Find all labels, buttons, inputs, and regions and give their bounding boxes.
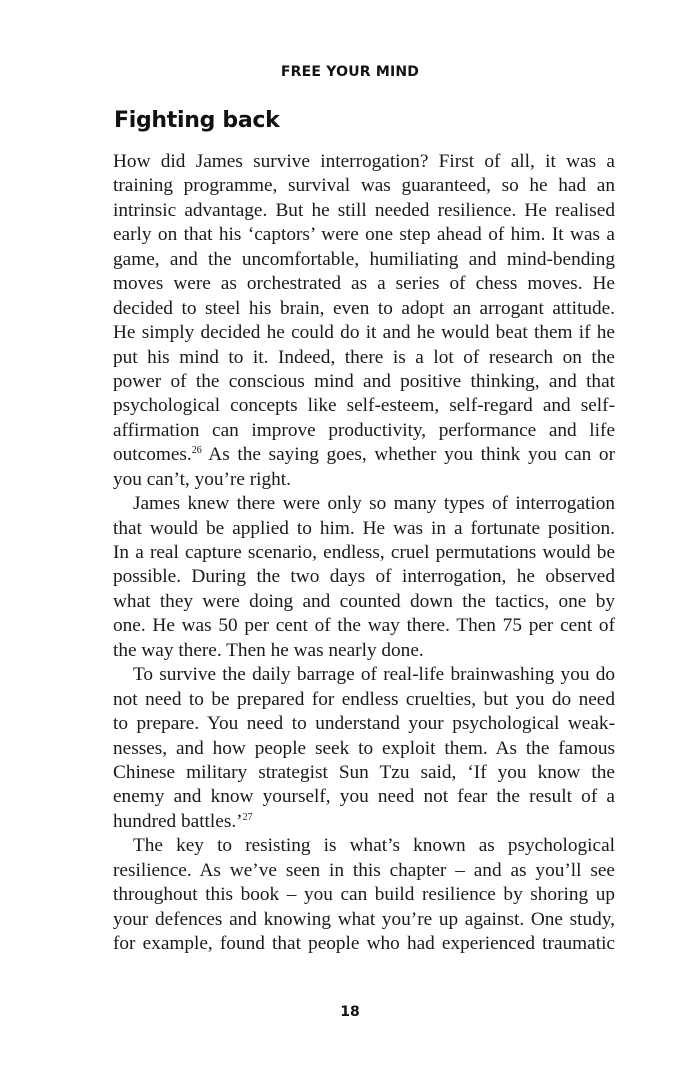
text-line bbox=[113, 443, 615, 467]
text-line: to prepare. You need to understand your psychological weak- bbox=[113, 713, 615, 735]
paragraph bbox=[113, 492, 615, 663]
text-line: training programme, survival was guaranteed, so he had an bbox=[113, 175, 615, 197]
text-line: nesses, and how people seek to exploit them. As the famous bbox=[113, 737, 615, 759]
text-line: enemy and know yourself, you need not fear the result of a bbox=[113, 786, 615, 808]
text-line: you can’t, you’re right. bbox=[113, 468, 291, 490]
text-line: early on that his ‘captors’ were one step ahead of him. It was a bbox=[113, 224, 615, 246]
text-fragment: As the saying goes, whether you think you can or bbox=[201, 444, 615, 466]
text-line: James knew there were only so many types of interrogation bbox=[133, 493, 615, 515]
running-head: FREE YOUR MIND bbox=[280, 64, 420, 80]
text-line: your defences and knowing what you’re up against. One study, bbox=[113, 908, 615, 930]
text-line: that would be applied to him. He was in a fortunate position. bbox=[113, 517, 615, 539]
paragraph bbox=[113, 663, 615, 834]
text-line: In a real capture scenario, endless, cruel permutations would be bbox=[113, 542, 615, 563]
text-line: what they were doing and counted down the tactics, one by bbox=[113, 590, 615, 612]
text-line: game, and the uncomfortable, humiliating and mind-bending bbox=[113, 248, 615, 270]
text-line: put his mind to it. Indeed, there is a lot of research on the bbox=[113, 346, 615, 368]
body-text bbox=[113, 150, 615, 956]
text-line: resilience. As we’ve seen in this chapter – and as you’ll see bbox=[113, 859, 615, 881]
text-line: one. He was 50 per cent of the way there. Then 75 per cent of bbox=[113, 615, 615, 637]
text-line: To survive the daily barrage of real-life brainwashing you do bbox=[133, 664, 615, 686]
text-line: possible. During the two days of interrogation, he observed bbox=[113, 566, 615, 588]
text-line: moves were as orchestrated as a series of chess moves. He bbox=[113, 273, 615, 295]
text-fragment: outcomes. bbox=[113, 444, 192, 466]
paragraph bbox=[113, 150, 615, 492]
text-line: affirmation can improve productivity, performance and life bbox=[113, 419, 615, 441]
text-line: decided to steel his brain, even to adopt an arrogant attitude. bbox=[113, 297, 615, 319]
text-line: power of the conscious mind and positive thinking, and that bbox=[113, 370, 615, 392]
text-line: The key to resisting is what’s known as psychological bbox=[133, 835, 615, 857]
text-line: for example, found that people who had experienced traumatic bbox=[113, 933, 615, 954]
text-line bbox=[113, 810, 615, 834]
text-line: Chinese military strategist Sun Tzu said, ‘If you know the bbox=[113, 761, 615, 783]
text-line: psychological concepts like self-esteem, self-regard and self- bbox=[113, 395, 615, 417]
footnote-ref-26[interactable]: 26 bbox=[191, 445, 202, 457]
text-line: not need to be prepared for endless cruelties, but you do need bbox=[113, 688, 615, 710]
text-line: intrinsic advantage. But he still needed resilience. He realised bbox=[113, 199, 615, 221]
paragraph bbox=[113, 834, 615, 956]
footnote-ref-27[interactable]: 27 bbox=[242, 811, 253, 823]
text-line: He simply decided he could do it and he would beat them if he bbox=[113, 322, 615, 344]
text-line: throughout this book – you can build resilience by shoring up bbox=[113, 884, 615, 906]
text-line: How did James survive interrogation? First of all, it was a bbox=[113, 151, 615, 172]
page-number: 18 bbox=[340, 1004, 360, 1020]
text-fragment: hundred battles.’ bbox=[113, 810, 243, 832]
section-heading: Fighting back bbox=[114, 108, 280, 133]
text-line: the way there. Then he was nearly done. bbox=[113, 639, 424, 661]
